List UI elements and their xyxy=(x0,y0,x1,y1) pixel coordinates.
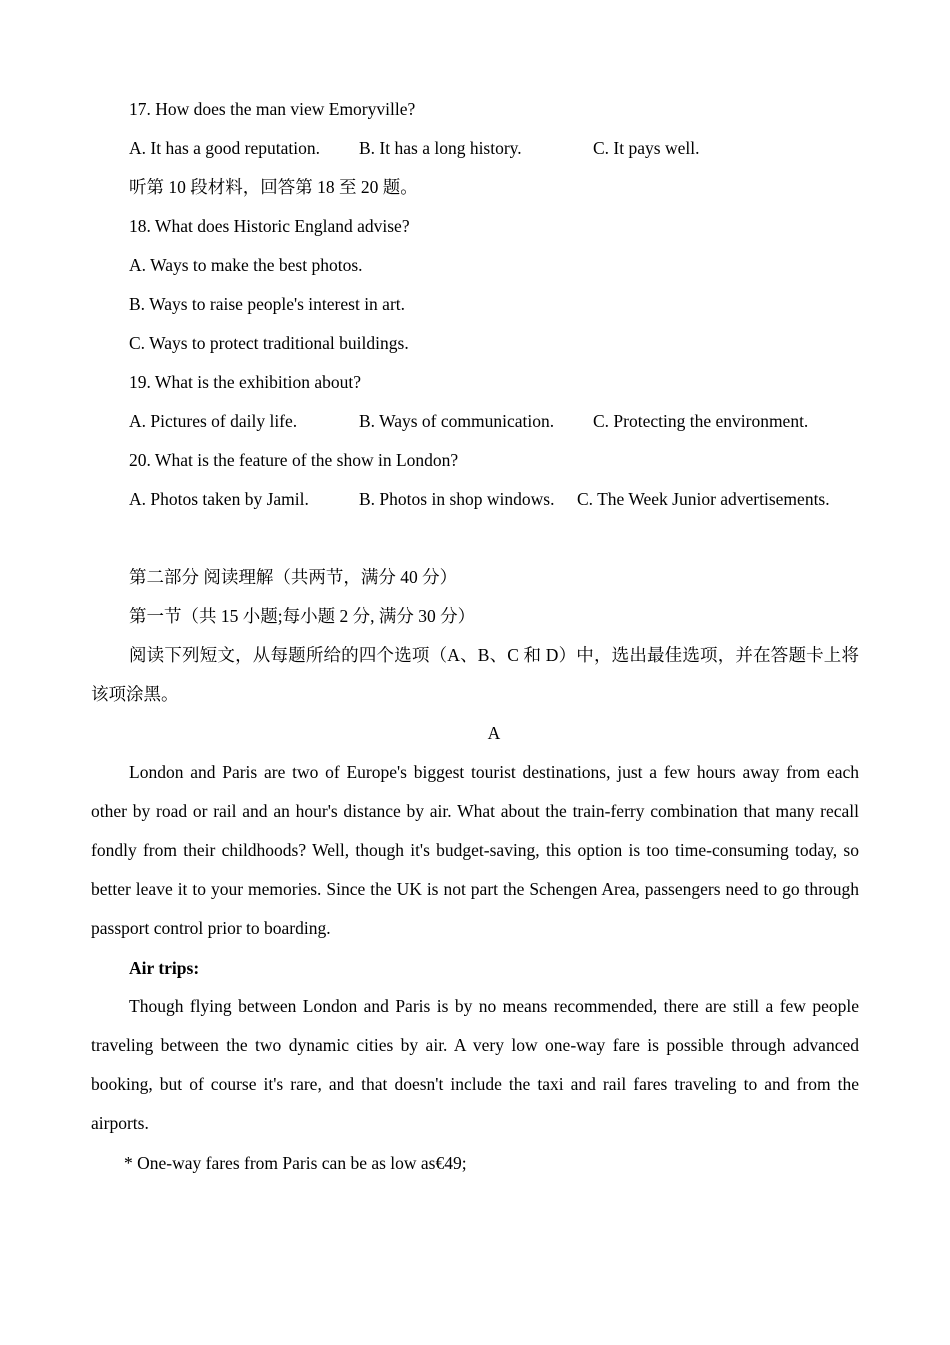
section-10-intro: 听第 10 段材料，回答第 18 至 20 题。 xyxy=(129,177,418,197)
q18-option-a: A. Ways to make the best photos. xyxy=(129,255,363,275)
passage-label: A xyxy=(487,723,501,743)
q19-option-b: B. Ways of communication. xyxy=(359,411,555,431)
reading-instructions: 阅读下列短文，从每题所给的四个选项（A、B、C 和 D）中，选出最佳选项，并在答题卡上将该项涂黑。 xyxy=(91,645,859,704)
q19-option-a: A. Pictures of daily life. xyxy=(129,411,298,431)
passage-paragraph-2: Though flying between London and Paris is by no means recommended, there are still a few people traveling between the two dynamic cities by air. A very low one-way fare is possible through advanced booking, but of course it's rare, and that doesn't include the taxi and rail fares traveling to and from the airports. xyxy=(91,996,859,1133)
air-trips-heading: Air trips: xyxy=(129,958,200,978)
part-two-title: 第二部分 阅读理解（共两节，满分 40 分） xyxy=(129,567,458,587)
q19-option-c: C. Protecting the environment. xyxy=(593,411,809,431)
question-19: 19. What is the exhibition about? xyxy=(129,372,361,392)
question-17: 17. How does the man view Emoryville? xyxy=(129,99,416,119)
q17-option-b: B. It has a long history. xyxy=(359,138,522,158)
passage-paragraph-1: London and Paris are two of Europe's biggest tourist destinations, just a few hours away from each other by road or rail and an hour's distance by air. What about the train-ferry combination that many recall fondly from their childhoods? Well, though it's budget-saving, this option is too time-consuming today, so better leave it to your memories. Since the UK is not part the Schengen Area, passengers need to go through passport control prior to boarding. xyxy=(91,762,859,938)
q18-option-c: C. Ways to protect traditional buildings. xyxy=(129,333,409,353)
q20-option-b: B. Photos in shop windows. xyxy=(359,489,555,509)
q20-option-a: A. Photos taken by Jamil. xyxy=(129,489,309,509)
q18-option-b: B. Ways to raise people's interest in art. xyxy=(129,294,406,314)
q17-option-c: C. It pays well. xyxy=(593,138,700,158)
fare-bullet-1: * One-way fares from Paris can be as low as€49; xyxy=(124,1153,467,1173)
q17-option-a: A. It has a good reputation. xyxy=(129,138,320,158)
question-20: 20. What is the feature of the show in London? xyxy=(129,450,459,470)
question-18: 18. What does Historic England advise? xyxy=(129,216,410,236)
section-one-title: 第一节（共 15 小题;每小题 2 分, 满分 30 分） xyxy=(129,606,476,626)
q20-option-c: C. The Week Junior advertisements. xyxy=(577,489,830,509)
